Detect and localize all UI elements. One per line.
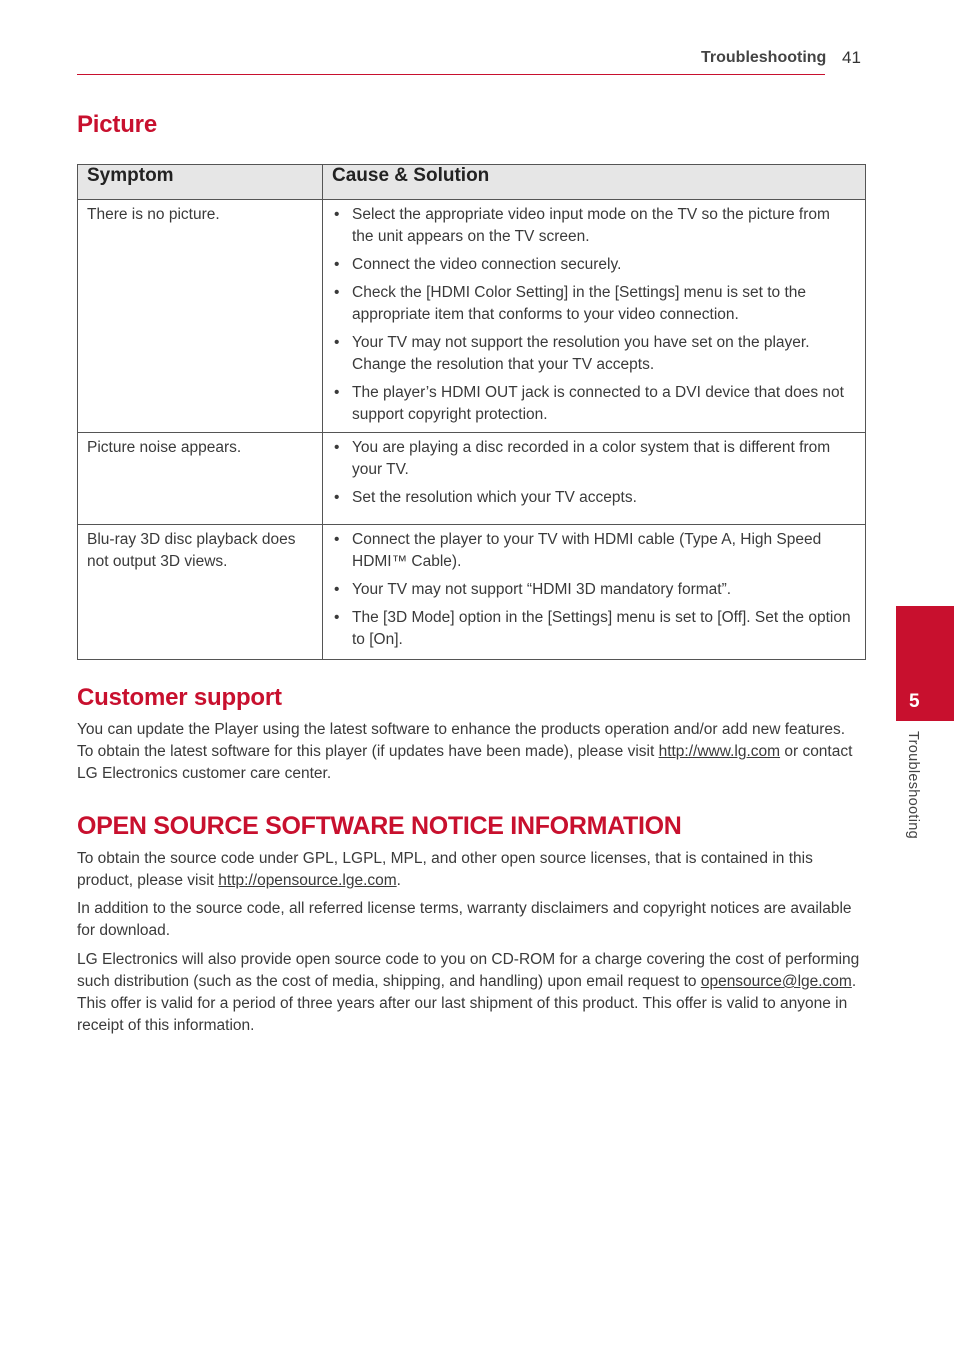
list-item: • Select the appropriate video input mode on the TV so the picture from the unit appears on the TV screen. [332, 204, 855, 248]
list-item: • The player’s HDMI OUT jack is connected to a DVI device that does not support copyright protection. [332, 382, 855, 426]
open-source-paragraph-3 [77, 949, 863, 1037]
opensource-email-link[interactable]: opensource@lge.com [700, 973, 852, 990]
list-item: • Check the [HDMI Color Setting] in the [Settings] menu is set to the appropriate item that conforms to your video connection. [332, 282, 855, 326]
symptom-cell: Picture noise appears. [78, 433, 323, 525]
list-item: • Your TV may not support “HDMI 3D mandatory format”. [332, 579, 855, 601]
list-item: • Set the resolution which your TV accepts. [332, 487, 855, 509]
table-row [78, 525, 866, 660]
list-item: • You are playing a disc recorded in a color system that is different from your TV. [332, 437, 855, 481]
symptom-cell: There is no picture. [78, 200, 323, 433]
lg-website-link[interactable]: http://www.lg.com [658, 743, 781, 760]
page-number: 41 [842, 48, 861, 67]
open-source-paragraph-2: In addition to the source code, all referred license terms, warranty disclaimers and copyright notices are available for download. [77, 900, 852, 939]
table-row [78, 433, 866, 525]
paragraph-text-part: To obtain the source code under GPL, LGPL, MPL, and other open source licenses, that is contained in this product, please visit [77, 850, 813, 889]
symptom-column-header: Symptom [78, 165, 323, 200]
list-item: • The [3D Mode] option in the [Settings] menu is set to [Off]. Set the option to [On]. [332, 607, 855, 651]
header-rule [77, 74, 825, 75]
table-header-row [78, 165, 866, 200]
cause-list [332, 529, 855, 651]
troubleshooting-table [77, 164, 866, 660]
customer-support-text [77, 719, 863, 785]
chapter-label: Troubleshooting [905, 731, 921, 839]
list-item: • Your TV may not support the resolution you have set on the player. Change the resolution that your TV accepts. [332, 332, 855, 376]
paragraph-text-part: . [396, 872, 401, 889]
list-item: • Connect the player to your TV with HDMI cable (Type A, High Speed HDMI™ Cable). [332, 529, 855, 573]
table-row [78, 200, 866, 433]
cause-cell [323, 525, 866, 660]
cause-list [332, 204, 855, 426]
cause-cell [323, 200, 866, 433]
picture-heading: Picture [77, 111, 157, 138]
symptom-cell: Blu-ray 3D disc playback does not output 3D views. [78, 525, 323, 660]
opensource-website-link[interactable]: http://opensource.lge.com [218, 872, 397, 889]
chapter-tab [896, 606, 954, 721]
paragraph-text-part: . This offer is valid for a period of three years after our last shipment of this product. This offer is valid to anyone in receipt of this information. [77, 973, 857, 1034]
open-source-heading: OPEN SOURCE SOFTWARE NOTICE INFORMATION [77, 812, 682, 840]
running-header-section: Troubleshooting [701, 49, 827, 66]
open-source-paragraph-1 [77, 848, 863, 892]
chapter-number: 5 [909, 691, 920, 712]
paragraph-text-part: LG Electronics will also provide open source code to you on CD-ROM for a charge covering the cost of performing such distribution (such as the cost of media, shipping, and handling) upon email request to [77, 951, 860, 990]
cause-cell [323, 433, 866, 525]
cause-column-header: Cause & Solution [323, 165, 866, 200]
list-item: • Connect the video connection securely. [332, 254, 855, 276]
customer-support-text-part: or contact LG Electronics customer care center. [77, 743, 853, 782]
customer-support-heading: Customer support [77, 684, 282, 711]
customer-support-text-part: You can update the Player using the latest software to enhance the products operation and/or add new features. To obtain the latest software for this player (if updates have been made), please visit [77, 721, 846, 760]
cause-list [332, 437, 855, 509]
